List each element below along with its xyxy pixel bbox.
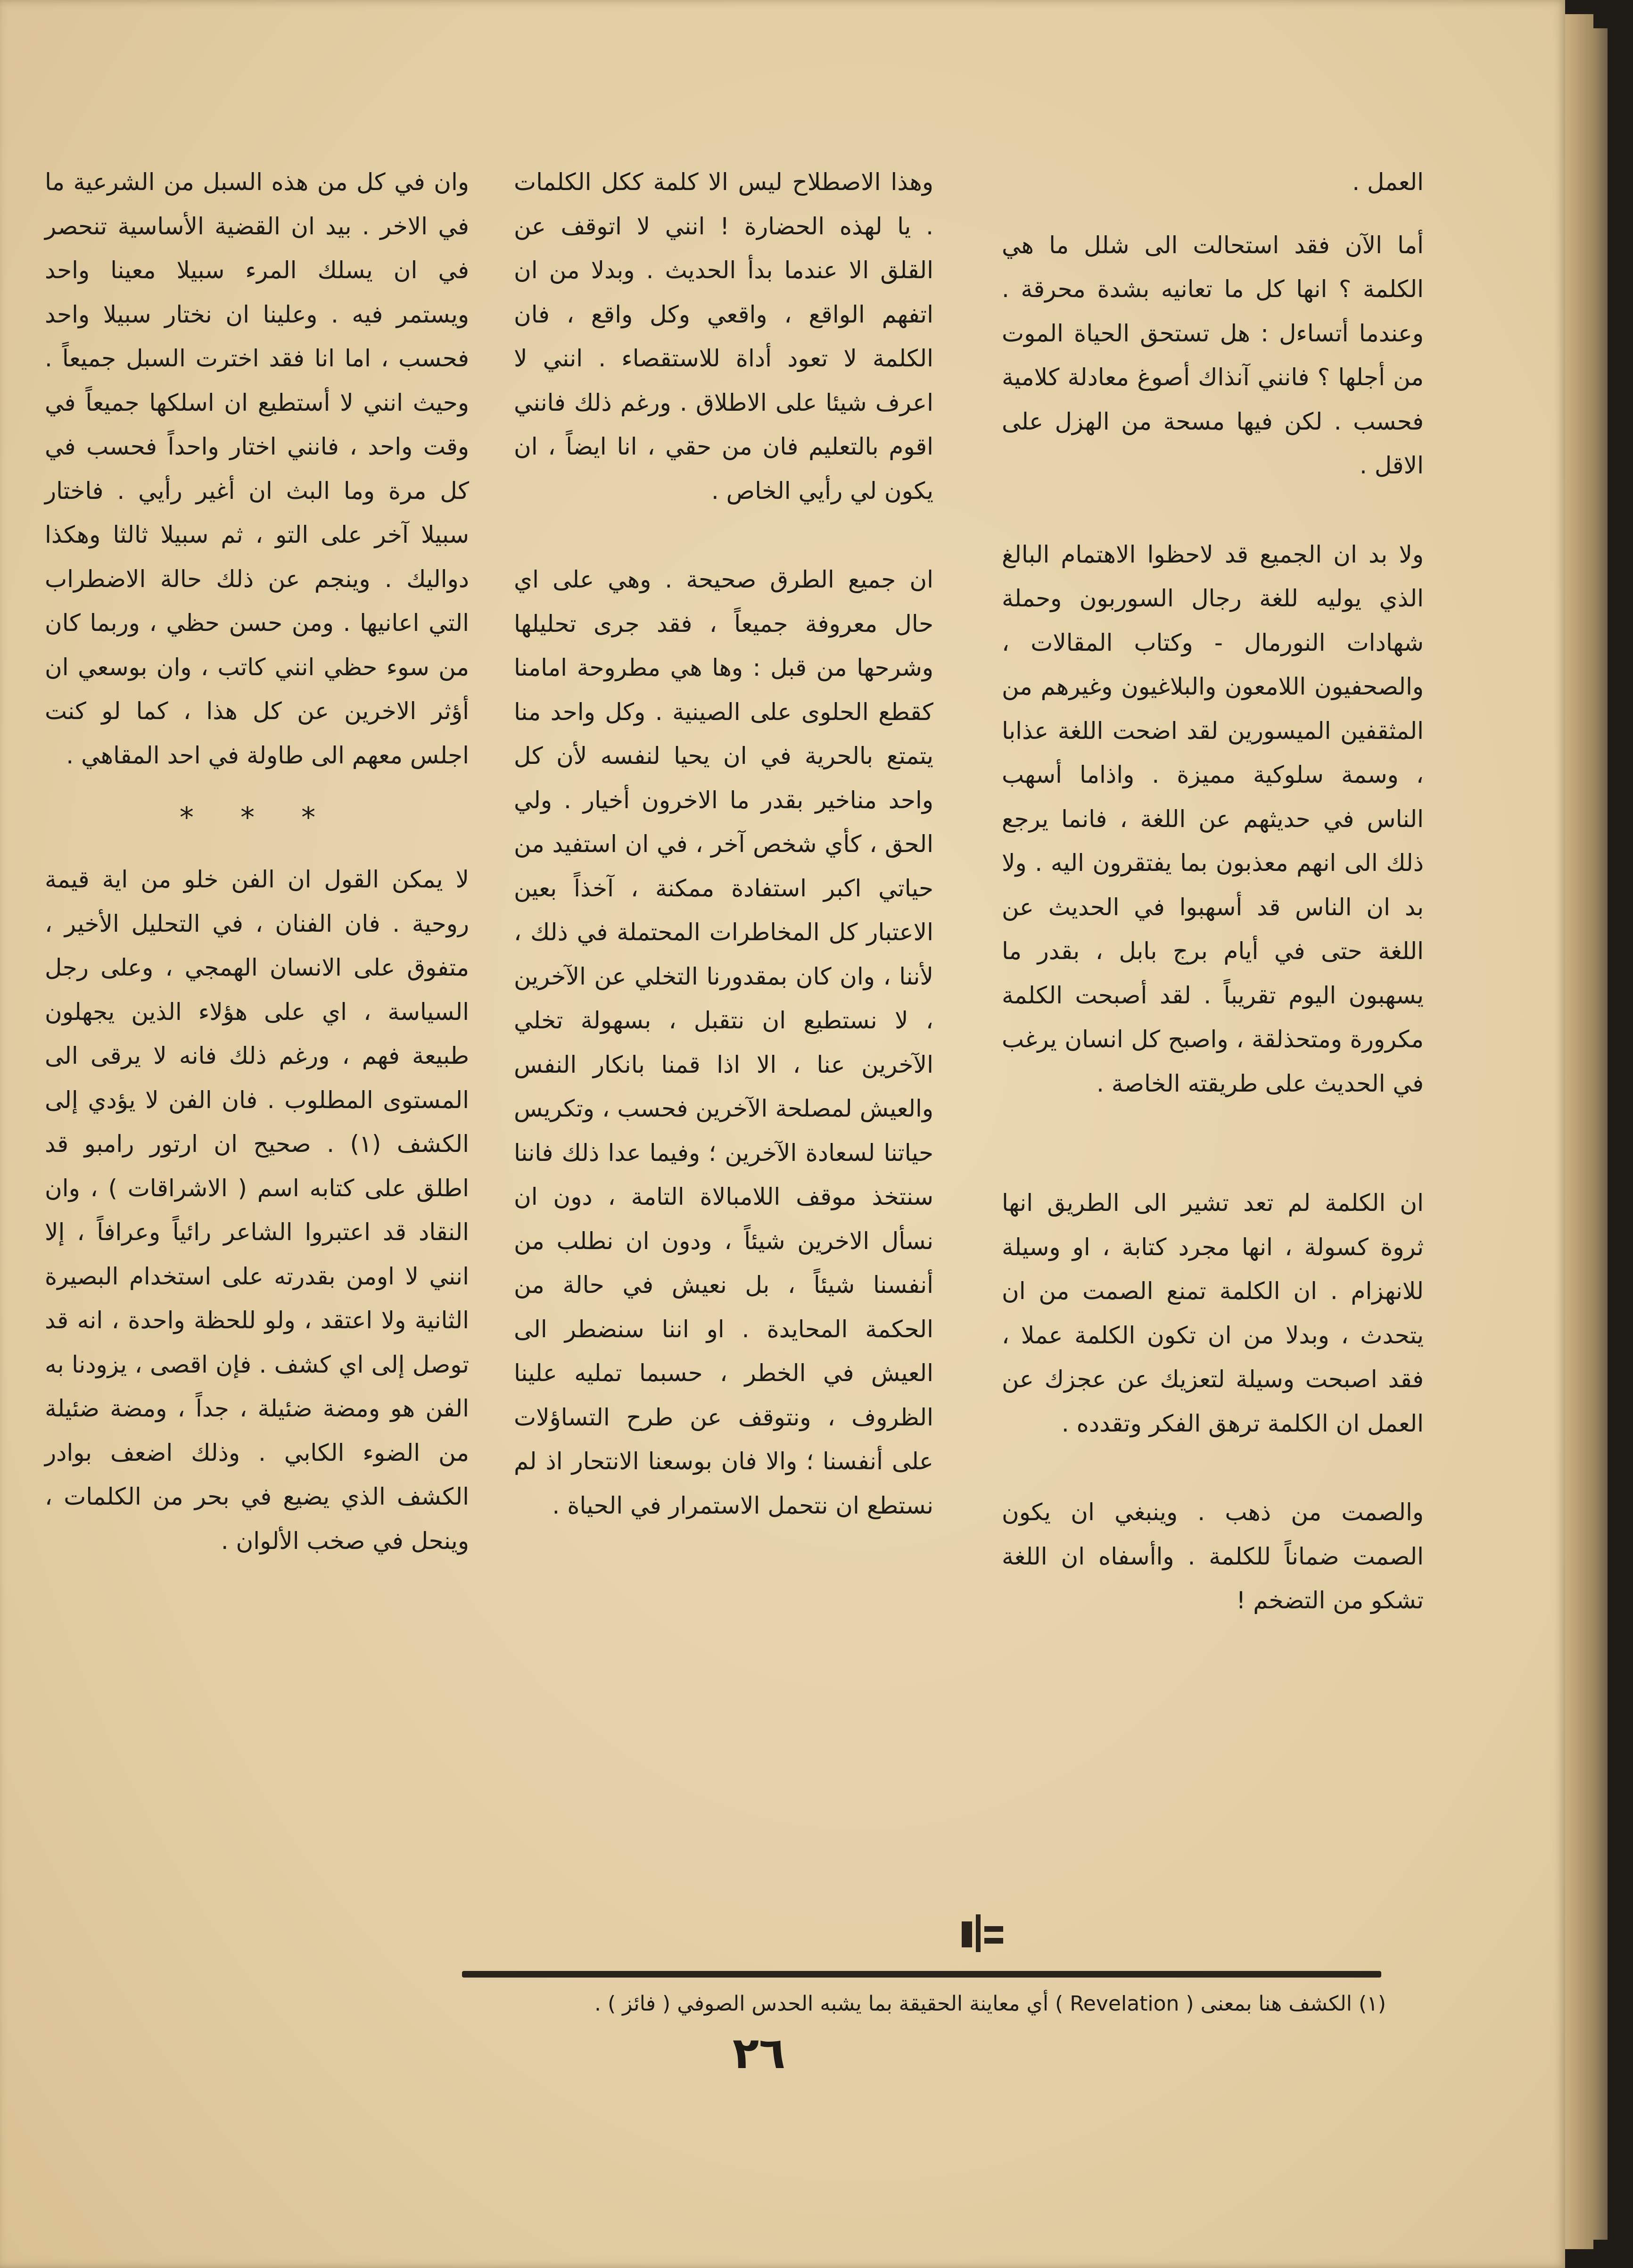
- column-right: [1002, 160, 1424, 1623]
- ink-mark-icon: [957, 1905, 1009, 1957]
- paragraph: العمل .: [1352, 168, 1424, 196]
- page-number: ٢٦: [732, 2028, 786, 2078]
- page-edge: [1565, 14, 1593, 2249]
- column-middle: [514, 160, 933, 1528]
- paragraph: وهذا الاصطلاح ليس الا كلمة ككل الكلمات . يا لهذه الحضارة ! انني لا اتوقف عن القلق الا عندما بدأ الحديث . وبدلا من ان اتفهم الواقع ، واقعي وكل واقع ، فان الكلمة لا تعود أداة للاستقصاء . انني لا اعرف شيئا على الاطلاق . ورغم ذلك فانني اقوم بالتعليم فان من حقي ، انا ايضاً ، ان يكون لي رأيي الخاص .: [514, 168, 933, 505]
- section-separator: * * *: [179, 801, 335, 834]
- paragraph: ان جميع الطرق صحيحة . وهي على اي حال معروفة جميعاً ، فقد جرى تحليلها وشرحها من قبل : وها هي مطروحة امامنا كقطع الحلوى على الصينية . وكل واحد منا يتمتع بالحرية في ان يحيا لنفسه لأن كل واحد مناخير بقدر ما الاخرون أخيار . ولي الحق ، كأي شخص آخر ، في ان استفيد من حياتي اكبر استفادة ممكنة ، آخذاً بعين الاعتبار كل المخاطرات المحتملة في ذلك ، لأننا ، وان كان بمقدورنا التخلي عن الآخرين ، لا نستطيع ان نتقبل ، بسهولة تخلي الآخرين عنا ، الا اذا قمنا بانكار النفس والعيش لمصلحة الآخرين فحسب ، وتكريس حياتنا لسعادة الآخرين ؛ وفيما عدا ذلك فاننا سنتخذ موقف اللامبالاة التامة ، دون ان نسأل الاخرين شيئاً ، ودون ان نطلب من أنفسنا شيئاً ، بل نعيش في حالة من الحكمة المحايدة . او اننا سنضطر الى العيش في الخطر ، حسبما تمليه علينا الظروف ، ونتوقف عن طرح التساؤلات على أنفسنا ؛ والا فان بوسعنا الانتحار اذ لم نستطع ان نتحمل الاستمرار في الحياة .: [514, 566, 933, 1519]
- footnote-rule: [462, 1971, 1381, 1978]
- footnote: (١) الكشف هنا بمعنى ( Revelation ) أي معاينة الحقيقة بما يشبه الحدس الصوفي ( فائز ) .: [594, 1992, 1386, 2016]
- paragraph: لا يمكن القول ان الفن خلو من اية قيمة روحية . فان الفنان ، في التحليل الأخير ، متفوق على الانسان الهمجي ، وعلى رجل السياسة ، اي على هؤلاء الذين يجهلون طبيعة فهم ، ورغم ذلك فانه لا يرقى الى المستوى المطلوب . فان الفن لا يؤدي إلى الكشف (١) . صحيح ان ارتور رامبو قد اطلق على كتابه اسم ( الاشراقات ) ، وان النقاد قد اعتبروا الشاعر رائياً وعرافاً ، إلا انني لا اومن بقدرته على استخدام البصيرة الثانية ولا اعتقد ، ولو للحظة واحدة ، انه قد توصل إلى اي كشف . فإن اقصى ، يزودنا به الفن هو ومضة ضئيلة ، جداً ، ومضة ضئيلة من الضوء الكابي . وذلك اضعف بوادر الكشف الذي يضيع في بحر من الكلمات ، وينحل في صخب الألوان .: [45, 866, 469, 1555]
- paragraph: ان الكلمة لم تعد تشير الى الطريق انها ثروة كسولة ، انها مجرد كتابة ، او وسيلة للانهزام . ان الكلمة تمنع الصمت من ان يتحدث ، وبدلا من ان تكون الكلمة عملا ، فقد اصبحت وسيلة لتعزيك عن عجزك عن العمل ان الكلمة ترهق الفكر وتقدده .: [1002, 1189, 1424, 1437]
- paragraph: ولا بد ان الجميع قد لاحظوا الاهتمام البالغ الذي يوليه للغة رجال السوربون وحملة شهادات النورمال - وكتاب المقالات ، والصحفيون اللامعون والبلاغيون وغيرهم من المثقفين الميسورين لقد اضحت اللغة عذابا ، وسمة سلوكية مميزة . واذاما أسهب الناس في حديثهم عن اللغة ، فانما يرجع ذلك الى انهم معذبون بما يفتقرون اليه . ولا بد ان الناس قد أسهبوا في الحديث عن اللغة حتى في أيام برج بابل ، بقدر ما يسهبون اليوم تقريباً . لقد أصبحت الكلمة مكرورة ومتحذلقة ، واصبح كل انسان يرغب في الحديث على طريقته الخاصة .: [1002, 540, 1424, 1097]
- book-spine-edge: [1593, 28, 1608, 2240]
- column-left: [45, 160, 469, 1563]
- paragraph: وان في كل من هذه السبل من الشرعية ما في الاخر . بيد ان القضية الأساسية تنحصر في ان يسلك المرء سبيلا معينا واحد ويستمر فيه . وعلينا ان نختار سبيلا واحد فحسب ، اما انا فقد اخترت السبل جميعاً . وحيث انني لا أستطيع ان اسلكها جميعاً في وقت واحد ، فانني اختار واحداً فحسب في كل مرة وما البث ان أغير رأيي . فاختار سبيلا آخر على التو ، ثم سبيلا ثالثا وهكذا دواليك . وينجم عن ذلك حالة الاضطراب التي اعانيها . ومن حسن حظي ، وربما كان من سوء حظي انني كاتب ، وان بوسعي ان أؤثر الاخرين عن كل هذا ، كما لو كنت اجلس معهم الى طاولة في احد المقاهي .: [45, 168, 469, 769]
- paragraph: والصمت من ذهب . وينبغي ان يكون الصمت ضماناً للكلمة . واأسفاه ان اللغة تشكو من التضخم !: [1002, 1498, 1424, 1614]
- paragraph: أما الآن فقد استحالت الى شلل ما هي الكلمة ؟ انها كل ما تعانيه بشدة محرقة . وعندما أتساءل : هل تستحق الحياة الموت من أجلها ؟ فانني آنذاك أصوغ معادلة كلامية فحسب . لكن فيها مسحة من الهزل على الاقل .: [1002, 231, 1424, 479]
